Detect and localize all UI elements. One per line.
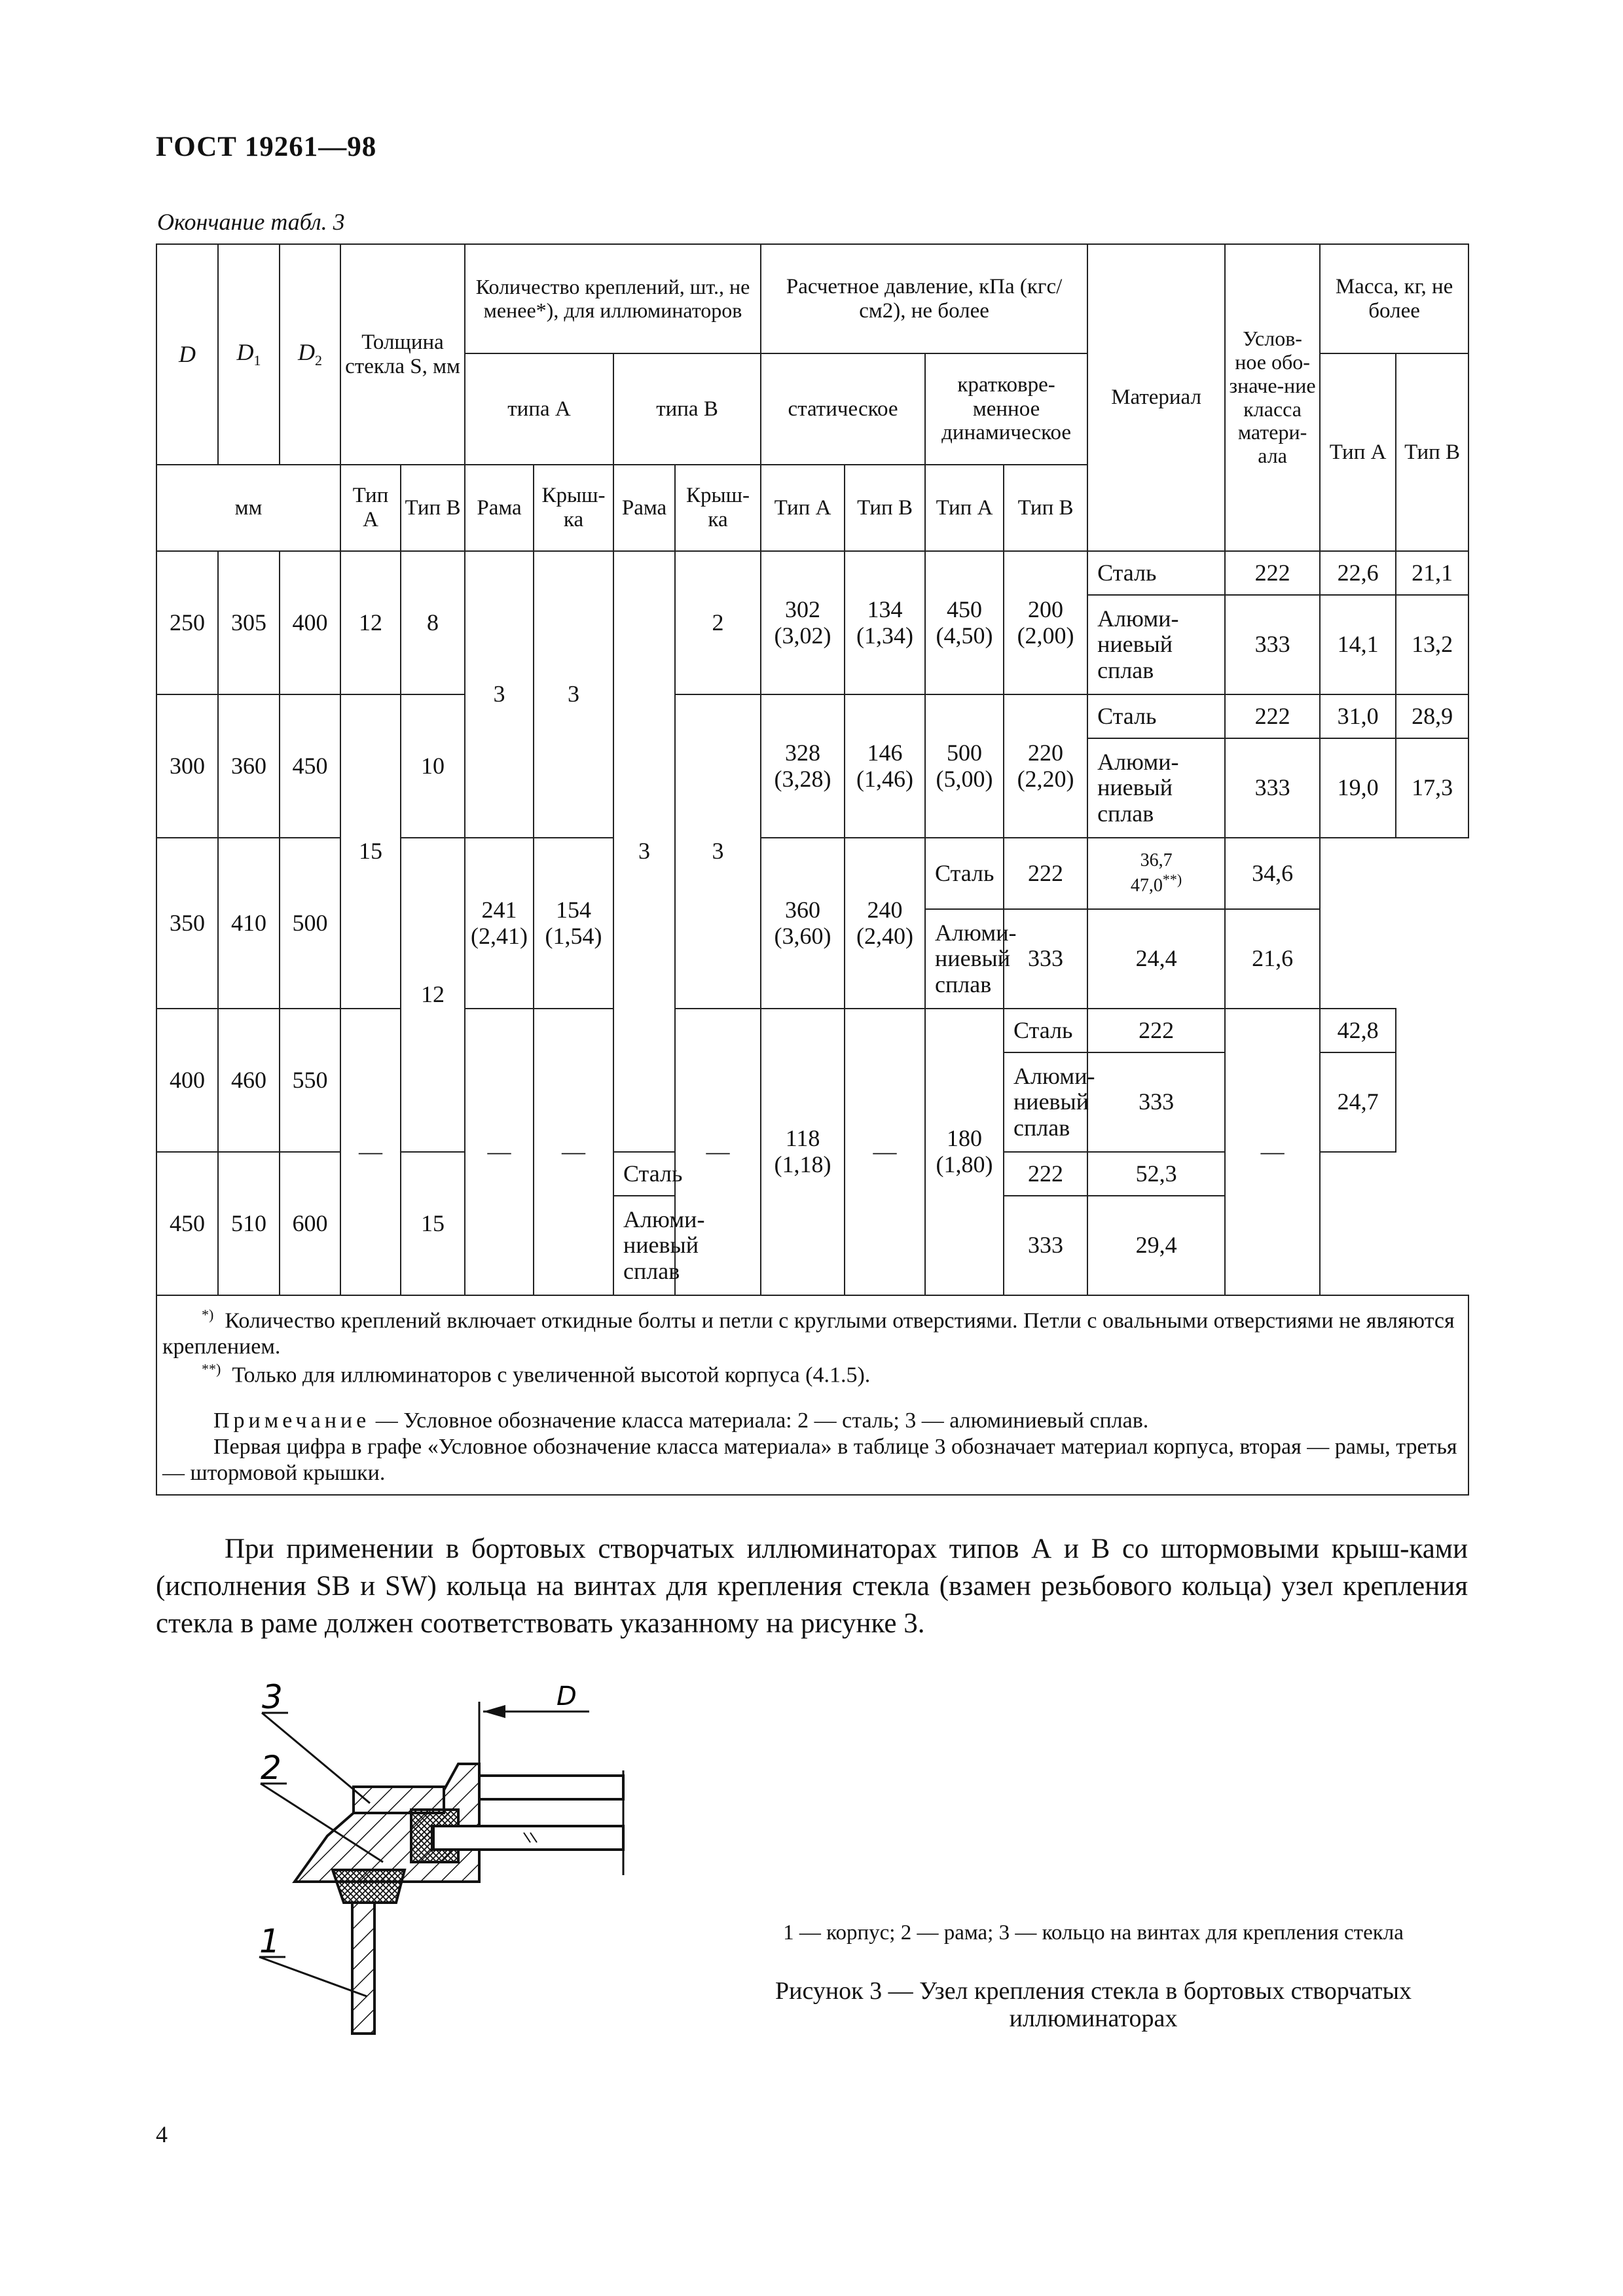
cell-static-b: 118 (1,18) <box>761 1009 845 1295</box>
header-material-class: Услов-ное обо-значе-ние класса матери-ала <box>1225 244 1320 551</box>
cell-mass-b: 21,6 <box>1225 909 1320 1009</box>
cell-mass-b: 34,6 <box>1225 838 1320 909</box>
cell-dynamic-a: — <box>845 1009 925 1295</box>
header-thickness-type-b: Тип В <box>401 465 465 551</box>
figure-label-2: 2 <box>261 1749 282 1787</box>
header-d: D <box>156 244 218 465</box>
cell-d1: 460 <box>218 1009 280 1152</box>
cell-static-b: 134 (1,34) <box>845 551 925 694</box>
cell-d: 450 <box>156 1152 218 1295</box>
header-mass-type-a: Тип А <box>1320 353 1396 551</box>
header-glass-thickness: Толщина стекла S, мм <box>340 244 465 465</box>
header-type-a-lower: типа А <box>465 353 613 465</box>
footnote-2: **) Только для иллюминаторов с увеличенной высотой корпуса (4.1.5). <box>202 1360 871 1387</box>
header-dynamic-type-a: Тип А <box>925 465 1004 551</box>
cell-static-b: 154 (1,54) <box>534 838 613 1009</box>
cell-d2: 550 <box>280 1009 340 1152</box>
page-number: 4 <box>156 2121 168 2147</box>
cell-material: Сталь <box>1087 551 1225 595</box>
cell-class: 222 <box>1004 1152 1087 1196</box>
header-mass: Масса, кг, не более <box>1320 244 1468 353</box>
header-static-type-b: Тип В <box>845 465 925 551</box>
table-notes <box>156 1295 1468 1495</box>
cell-mass-b: 17,3 <box>1396 738 1468 838</box>
header-d1: $D_1$ <box>218 244 280 465</box>
table-3 <box>156 243 1469 1496</box>
cell-mass-b: 52,3 <box>1087 1152 1225 1196</box>
cell-mass-a: 19,0 <box>1320 738 1396 838</box>
cell-cover-a: — <box>534 1009 613 1295</box>
cell-static-b: 146 (1,46) <box>845 694 925 838</box>
cell-d: 250 <box>156 551 218 694</box>
cell-thickness-a: 15 <box>340 694 401 1009</box>
header-static-type-a: Тип А <box>761 465 845 551</box>
header-d2: $D_2$ <box>280 244 340 465</box>
cell-material: Алюми-ниевый сплав <box>613 1196 675 1295</box>
cell-dynamic-b: 220 (2,20) <box>1004 694 1087 838</box>
cell-d1: 510 <box>218 1152 280 1295</box>
figure-3-drawing <box>236 1679 642 2045</box>
cell-mass-a: 14,1 <box>1320 595 1396 694</box>
cell-mass-a: 36,7 47,0**) <box>1087 838 1225 909</box>
cell-cover-b: 2 <box>675 551 761 694</box>
cell-d1: 410 <box>218 838 280 1009</box>
cell-d: 300 <box>156 694 218 838</box>
figure-label-d: D <box>556 1681 577 1712</box>
cell-class: 333 <box>1004 1196 1087 1295</box>
cell-thickness-b: 10 <box>401 694 465 838</box>
header-mm: мм <box>156 465 340 551</box>
cell-dynamic-a: 500 (5,00) <box>925 694 1004 838</box>
cell-thickness-b: 15 <box>401 1152 465 1295</box>
cell-cover-a: 3 <box>534 551 613 838</box>
figure-title: Рисунок 3 — Узел крепления стекла в бортовых створчатых иллюминаторах <box>775 1977 1412 2032</box>
document-header: ГОСТ 19261—98 <box>156 132 377 162</box>
cell-thickness-a: 12 <box>340 551 401 694</box>
cell-material: Алюми-ниевый сплав <box>925 909 1004 1009</box>
cell-cover-b: 3 <box>675 694 761 1009</box>
cell-mass-a: 22,6 <box>1320 551 1396 595</box>
cell-mass-a: 24,4 <box>1087 909 1225 1009</box>
cell-mass-b: 42,8 <box>1320 1009 1396 1052</box>
header-cover-a: Крыш-ка <box>534 465 613 551</box>
cell-thickness-b: 8 <box>401 551 465 694</box>
note-2: Первая цифра в графе «Условное обозначение класса материала» в таблице 3 обозначает материал корпуса, вторая — рамы, третья — штормовой крышки. <box>162 1435 1457 1486</box>
header-cover-b: Крыш-ка <box>675 465 761 551</box>
cell-d2: 600 <box>280 1152 340 1295</box>
header-frame-b: Рама <box>613 465 675 551</box>
cell-d2: 500 <box>280 838 340 1009</box>
cell-dynamic-b: 200 (2,00) <box>1004 551 1087 694</box>
cell-class: 333 <box>1087 1052 1225 1152</box>
cell-d2: 400 <box>280 551 340 694</box>
figure-legend: 1 — корпус; 2 — рама; 3 — кольцо на винтах для крепления стекла <box>783 1921 1404 1945</box>
cell-frame-a: — <box>465 1009 534 1295</box>
cell-dynamic-a: 360 (3,60) <box>761 838 845 1009</box>
cell-class: 333 <box>1004 909 1087 1009</box>
header-dynamic: кратковре-менное динамическое <box>925 353 1087 465</box>
footnote-1: *) Количество креплений включает откидные болты и петли с круглыми отверстиями. Петли с овальными отверстиями не являются креплением. <box>162 1306 1455 1359</box>
cell-material: Сталь <box>1087 694 1225 738</box>
cell-material: Сталь <box>925 838 1004 909</box>
cell-material: Сталь <box>1004 1009 1087 1052</box>
cell-class: 333 <box>1225 595 1320 694</box>
cell-d2: 450 <box>280 694 340 838</box>
cell-mass-b: 21,1 <box>1396 551 1468 595</box>
header-fasteners-count: Количество креплений, шт., не менее*), для иллюминаторов <box>465 244 761 353</box>
cell-d1: 305 <box>218 551 280 694</box>
cell-d1: 360 <box>218 694 280 838</box>
cell-static-a: 328 (3,28) <box>761 694 845 838</box>
cell-dynamic-b: 240 (2,40) <box>845 838 925 1009</box>
cell-class: 222 <box>1225 694 1320 738</box>
cell-class: 333 <box>1225 738 1320 838</box>
cell-class: 222 <box>1004 838 1087 909</box>
cell-mass-b: 13,2 <box>1396 595 1468 694</box>
cell-mass-b: 28,9 <box>1396 694 1468 738</box>
cell-material: Алюми-ниевый сплав <box>1087 738 1225 838</box>
cell-class: 222 <box>1087 1009 1225 1052</box>
cell-static-a: 241 (2,41) <box>465 838 534 1009</box>
cell-mass-a: 31,0 <box>1320 694 1396 738</box>
figure-label-3: 3 <box>262 1679 283 1716</box>
header-material: Материал <box>1087 244 1225 551</box>
cell-dynamic-b: 180 (1,80) <box>925 1009 1004 1295</box>
cell-static-a: 302 (3,02) <box>761 551 845 694</box>
cell-frame-b: 3 <box>613 551 675 1152</box>
header-dynamic-type-b: Тип В <box>1004 465 1087 551</box>
cell-mass-b: 29,4 <box>1087 1196 1225 1295</box>
cell-mass-a: — <box>1225 1009 1320 1295</box>
cell-material: Алюми-ниевый сплав <box>1004 1052 1087 1152</box>
cell-mass-b: 24,7 <box>1320 1052 1396 1152</box>
header-type-b-lower: типа В <box>613 353 761 465</box>
cell-thickness-a: — <box>340 1009 401 1295</box>
cell-frame-a: 3 <box>465 551 534 838</box>
header-design-pressure: Расчетное давление, кПа (кгс/см2), не более <box>761 244 1087 353</box>
cell-dynamic-a: 450 (4,50) <box>925 551 1004 694</box>
cell-d: 350 <box>156 838 218 1009</box>
cell-material: Сталь <box>613 1152 675 1196</box>
header-mass-type-b: Тип В <box>1396 353 1468 551</box>
body-paragraph: При применении в бортовых створчатых иллюминаторах типов А и В со штормовыми крыш-ками (исполнения SB и SW) кольца на винтах для крепления стекла (взамен резьбового кольца) узел крепления стекла в раме должен соответствовать указанному на рисунке 3. <box>156 1534 1468 1640</box>
table-caption: Окончание табл. 3 <box>157 209 345 235</box>
header-frame-a: Рама <box>465 465 534 551</box>
cell-static-a: — <box>675 1009 761 1295</box>
note-1: Примечание — Условное обозначение класса материала: 2 — сталь; 3 — алюминиевый сплав. <box>213 1408 1149 1433</box>
cell-material: Алюми-ниевый сплав <box>1087 595 1225 694</box>
figure-label-1: 1 <box>259 1922 280 1960</box>
cell-thickness-b: 12 <box>401 838 465 1152</box>
header-static: статическое <box>761 353 925 465</box>
cell-class: 222 <box>1225 551 1320 595</box>
header-thickness-type-a: Тип А <box>340 465 401 551</box>
cell-d: 400 <box>156 1009 218 1152</box>
